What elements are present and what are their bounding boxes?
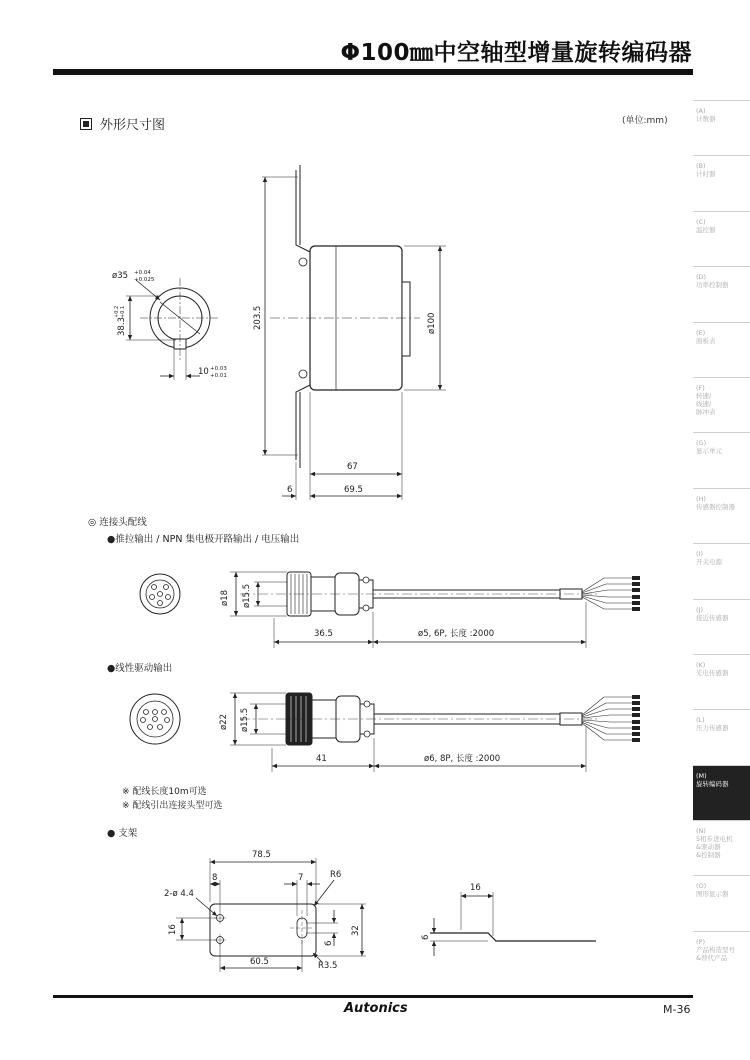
- dim-conn2-len: 41: [316, 754, 327, 764]
- sidebar-item-code: (L): [696, 716, 705, 725]
- sidebar-item-label: 压力传感器: [696, 724, 729, 733]
- page-number: M-36: [663, 1003, 691, 1016]
- dim-keyway-tol-upper: +0.03: [210, 366, 227, 372]
- dim-bracket-thk: 6: [287, 485, 293, 495]
- dim-bore-tol-upper: +0.04: [134, 270, 151, 276]
- dim-bracket-center-len: 60.5: [250, 957, 269, 967]
- dim-bracket-radius: R6: [330, 870, 342, 880]
- dim-conn2-cable: ø6, 8P, 长度 :2000: [424, 754, 501, 764]
- page-title: Φ100㎜中空轴型增量旋转编码器: [340, 40, 692, 66]
- encoder-side-view: [262, 165, 446, 500]
- dim-body-depth: 67: [347, 462, 358, 472]
- connector-section-title: ◎ 连接头配线: [88, 517, 147, 528]
- sidebar-item-code: (E): [696, 328, 706, 337]
- bracket-side-view: [430, 892, 596, 956]
- connector-type1-drawing: [140, 572, 640, 648]
- dim-bracket-hole-offset: 8: [212, 873, 218, 883]
- sidebar-item-code: (M): [696, 771, 707, 780]
- dim-bracket-slot-len: 7: [298, 873, 304, 883]
- note-cable-length: ※ 配线长度10m可选: [122, 787, 207, 797]
- dim-body-dia: ø100: [427, 312, 437, 334]
- sidebar-item-label: 5相步进电机 &驱动器 &控制器: [696, 835, 733, 860]
- sidebar-item-label: 计时器: [696, 170, 716, 179]
- dim-bracket-slot-width: 6: [324, 940, 334, 946]
- sidebar-item-label: 接近传感器: [696, 613, 729, 622]
- sidebar-item-code: (K): [696, 660, 706, 669]
- connector-type2-drawing: [130, 693, 640, 772]
- sidebar-item-label: 旋转编码器: [696, 779, 729, 788]
- sidebar-item-code: (G): [696, 439, 707, 448]
- dim-bracket-corner-radius: R3.5: [318, 961, 338, 971]
- sidebar-item-label: 功率控制器: [696, 281, 729, 290]
- brand-logo: Autonics: [344, 1001, 408, 1016]
- sidebar-item-label: 开关电源: [696, 558, 722, 567]
- sidebar-item-code: (J): [696, 605, 703, 614]
- dim-conn1-len: 36.5: [314, 629, 333, 639]
- sidebar-item-label: 转速/ 线速/ 脉冲表: [696, 391, 716, 416]
- dim-bracket-len: 78.5: [252, 850, 271, 860]
- sidebar-item-label: 显示单元: [696, 447, 722, 456]
- bracket-section-title: ● 支架: [107, 828, 138, 839]
- unit-label: (单位:mm): [622, 116, 668, 126]
- sidebar-item-code: (N): [696, 827, 706, 836]
- sidebar-item-code: (I): [696, 550, 703, 559]
- dim-bore-tol-lower: +0.025: [134, 277, 155, 283]
- dim-conn1-id: ø15.5: [242, 583, 252, 608]
- sidebar-item-code: (F): [696, 383, 705, 392]
- dim-conn1-cable: ø5, 6P, 长度 :2000: [418, 629, 495, 639]
- sidebar-item-code: (D): [696, 273, 707, 282]
- sidebar-item-label: 产品构造型号 &替代产品: [696, 945, 735, 962]
- note-cable-connector: ※ 配线引出连接头型可选: [122, 801, 223, 811]
- dim-conn2-id: ø15.5: [240, 707, 250, 732]
- sidebar-item-label: 光电传感器: [696, 668, 729, 677]
- sidebar-item-code: (P): [696, 937, 705, 946]
- dim-bracket-height: 32: [351, 925, 361, 936]
- dim-keyway-tol-lower: +0.01: [210, 373, 227, 379]
- dim-conn2-od: ø22: [219, 713, 229, 730]
- dim-side-thk: 6: [421, 934, 431, 940]
- sidebar-item-label: 传感器控制器: [696, 502, 735, 511]
- dim-side-len: 16: [470, 883, 481, 893]
- sidebar-item-label: 计数器: [696, 115, 716, 123]
- dim-bore-height-tol-upper: +0.2: [114, 305, 120, 318]
- bore-front-view: [126, 278, 220, 380]
- sidebar-item-code: (A): [696, 107, 706, 115]
- dim-keyway: 10: [198, 367, 209, 377]
- footer-rule: [53, 995, 693, 998]
- sidebar-item-label: 图形显示器: [696, 890, 729, 899]
- sidebar-item-label: 温控器: [696, 225, 716, 234]
- dim-total-height: 203.5: [253, 305, 263, 330]
- sidebar-item-code: (O): [696, 882, 707, 891]
- sidebar-item-code: (C): [696, 217, 706, 226]
- dim-bracket-pitch: 16: [168, 924, 178, 935]
- connector-type1-label: ●推拉输出 / NPN 集电极开路输出 / 电压输出: [107, 534, 300, 545]
- dim-bore-height: 38.3: [117, 317, 127, 336]
- dim-bore-dia: ø35: [112, 271, 129, 281]
- section-title: 外形尺寸图: [100, 118, 166, 133]
- connector-type2-label: ●线性驱动输出: [107, 663, 173, 674]
- dim-bore-height-tol-lower: +0.1: [120, 305, 126, 318]
- dim-bracket-holes: 2-ø 4.4: [164, 889, 194, 899]
- sidebar-item-code: (H): [696, 494, 706, 503]
- dim-conn1-od: ø18: [220, 589, 230, 606]
- dim-overall-depth: 69.5: [344, 485, 363, 495]
- sidebar-item-label: 面板表: [696, 336, 716, 345]
- sidebar-item-code: (B): [696, 162, 706, 171]
